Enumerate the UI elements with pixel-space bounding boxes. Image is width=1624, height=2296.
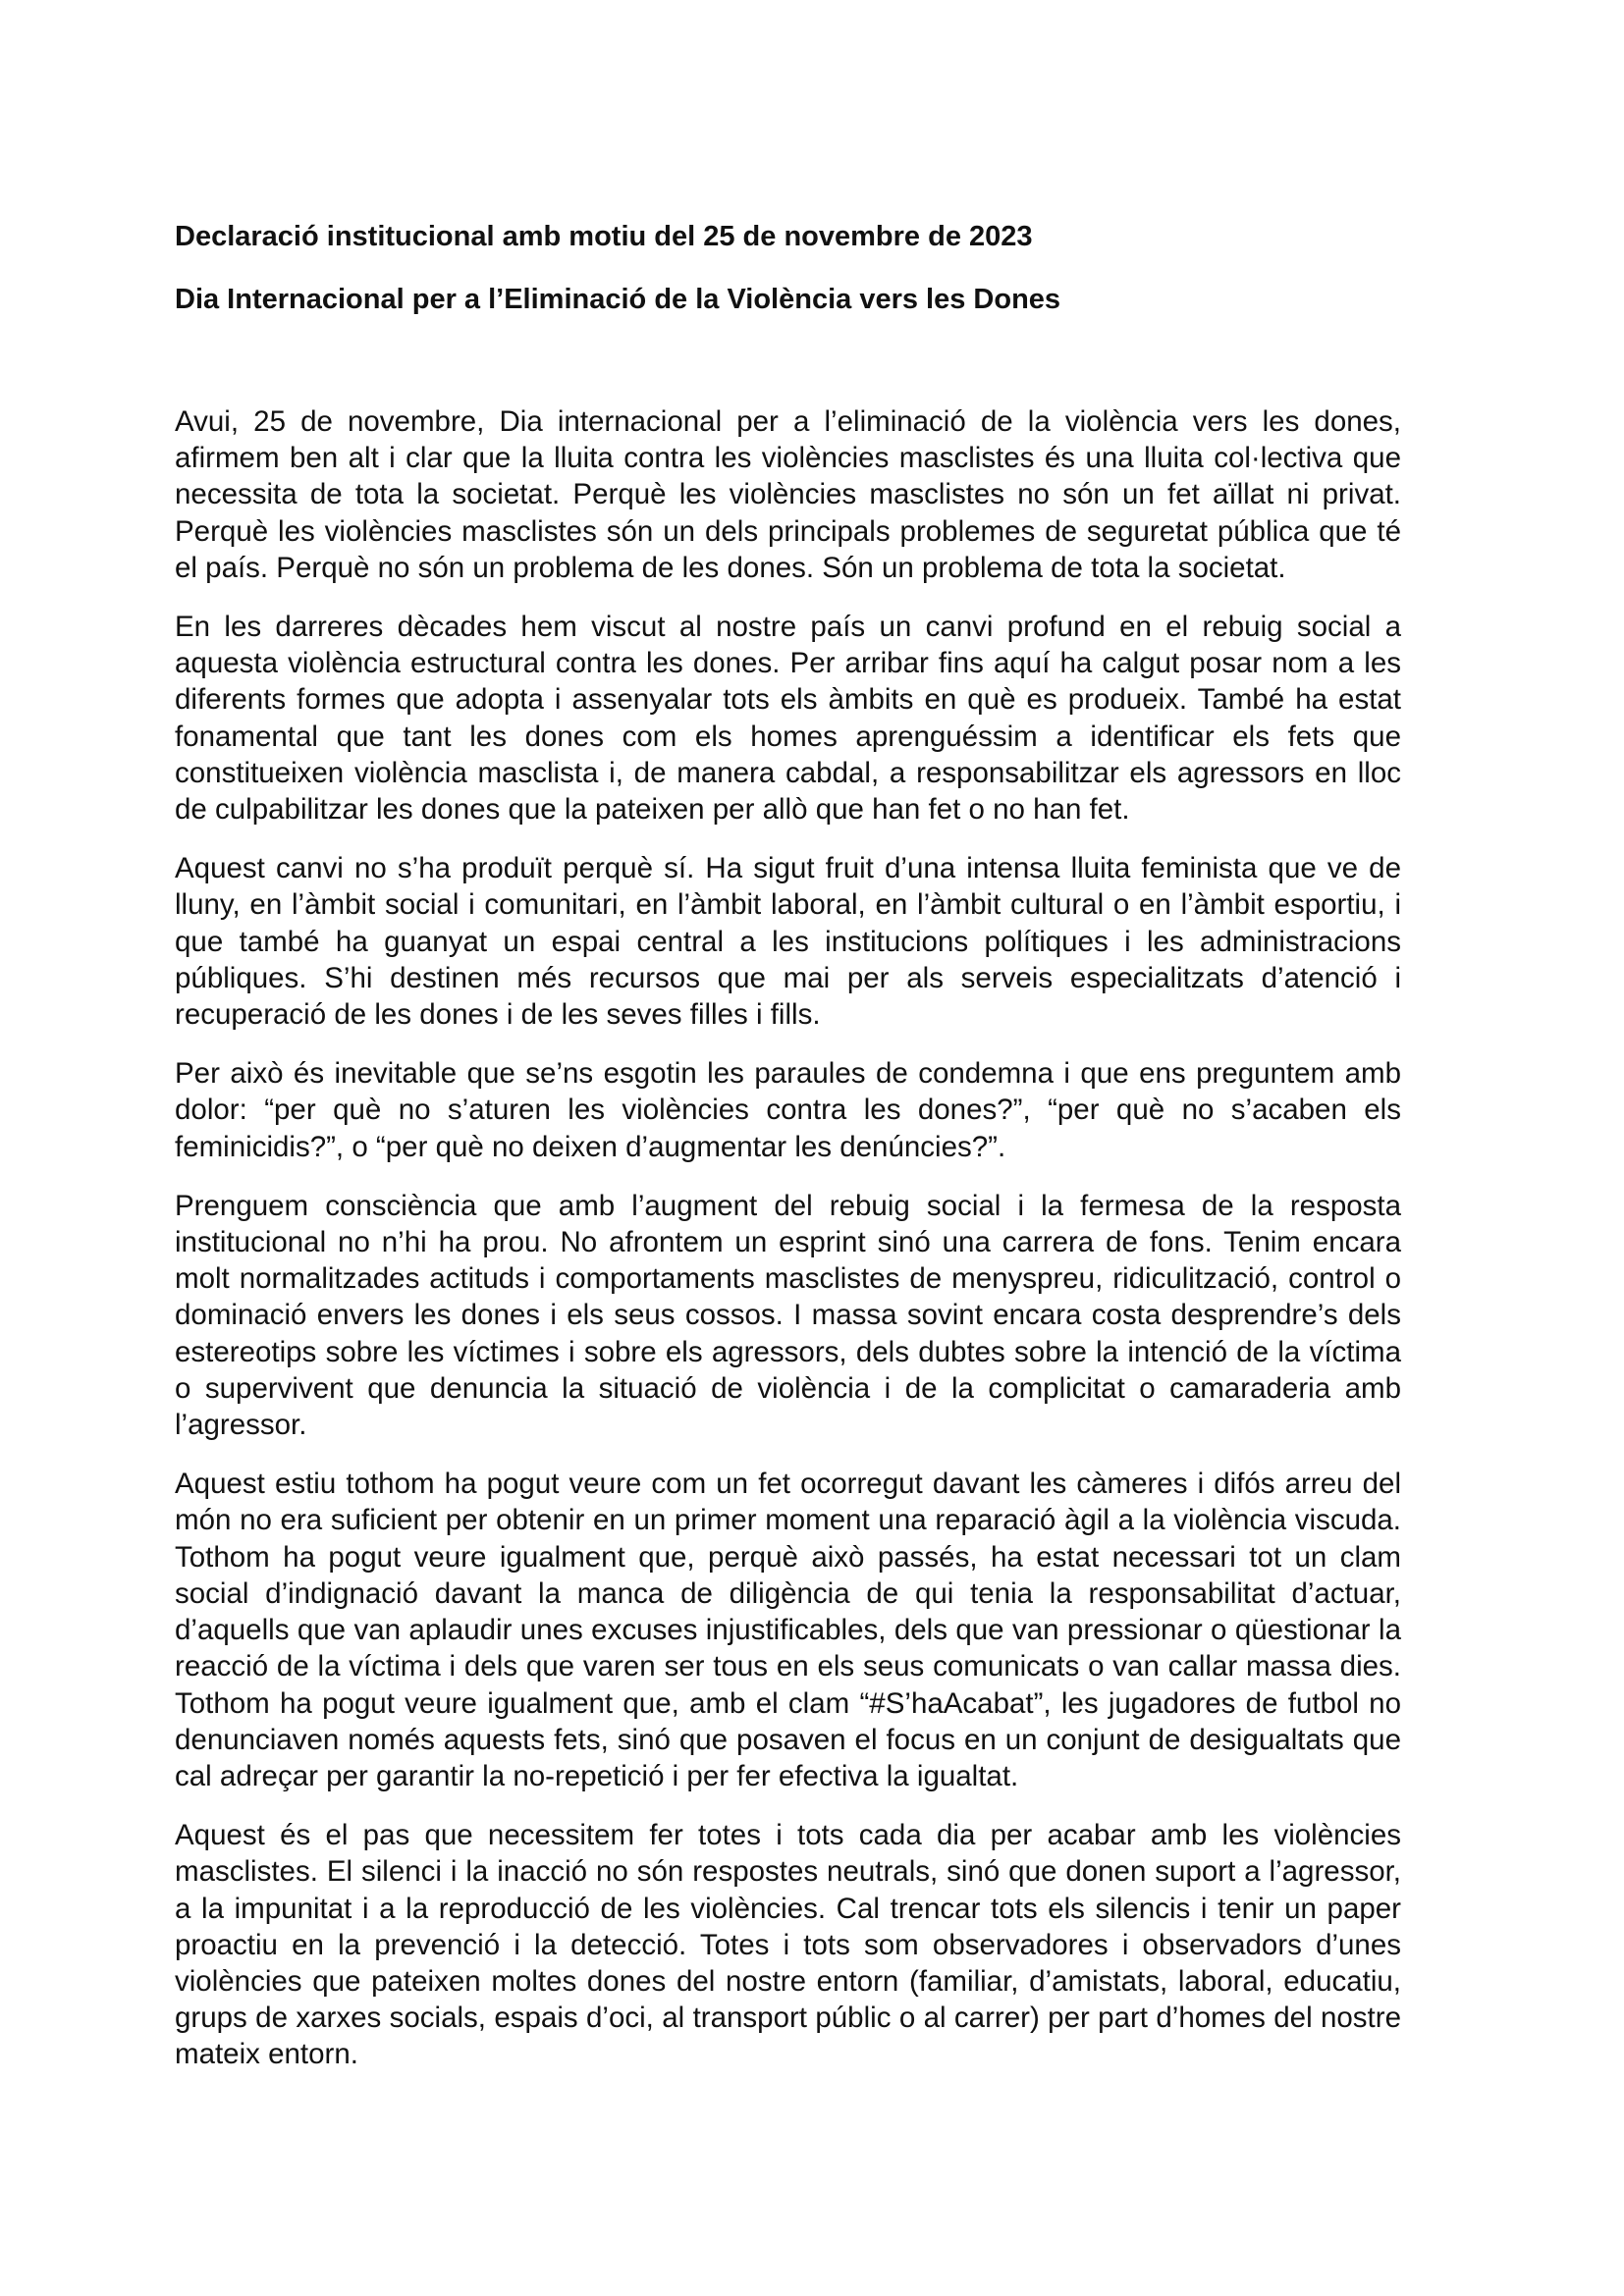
paragraph-7: Aquest és el pas que necessitem fer totes i tots cada dia per acabar amb les violències masclistes. El silenci i la inacció no són respostes neutrals, sinó que donen suport a l’agressor, a la impunitat i a la reproducció de les violències. Cal trencar tots els silencis i tenir un paper proactiu en la prevenció i la detecció. Totes i tots som observadores i observadors d’unes violències que pateixen moltes dones del nostre entorn (familiar, d’amistats, laboral, educatiu, grups de xarxes socials, espais d’oci, al transport públic o al carrer) per part d’homes del nostre mateix entorn. (175, 1819, 1401, 2071)
paragraph-4: Per això és inevitable que se’ns esgotin les paraules de condemna i que ens preguntem amb dolor: “per què no s’aturen les violències contra les dones?”, “per què no s’acaben els feminicidis?”, o “per què no deixen d’augmentar les denúncies?”. (175, 1057, 1401, 1163)
paragraph-5: Prenguem consciència que amb l’augment del rebuig social i la fermesa de la resposta institucional no n’hi ha prou. No afrontem un esprint sinó una carrera de fons. Tenim encara molt normalitzades actituds i comportaments masclistes de menyspreu, ridiculització, control o dominació envers les dones i els seus cossos. I massa sovint encara costa desprendre’s dels estereotips sobre les víctimes i sobre els agressors, dels dubtes sobre la intenció de la víctima o supervivent que denuncia la situació de violència i de la complicitat o camaraderia amb l’agressor. (175, 1189, 1401, 1442)
document-title: Declaració institucional amb motiu del 25 de novembre de 2023 (175, 221, 1033, 252)
paragraph-6: Aquest estiu tothom ha pogut veure com un fet ocorregut davant les càmeres i difós arreu del món no era suficient per obtenir en un primer moment una reparació àgil a la violència viscuda. Tothom ha pogut veure igualment que, perquè això passés, ha estat necessari tot un clam social d’indignació davant la manca de diligència de qui tenia la responsabilitat d’actuar, d’aquells que van aplaudir unes excuses injustificables, dels que van pressionar o qüestionar la reacció de la víctima i dels que varen ser tous en els seus comunicats o van callar massa dies. Tothom ha pogut veure igualment que, amb el clam “#S’haAcabat”, les jugadores de futbol no denunciaven només aquests fets, sinó que posaven el focus en un conjunt de desigualtats que cal adreçar per garantir la no-repetició i per fer efectiva la igualtat. (175, 1468, 1401, 1792)
document-subtitle: Dia Internacional per a l’Eliminació de la Violència vers les Dones (175, 284, 1061, 315)
document-header (175, 218, 1402, 318)
paragraph-1: Avui, 25 de novembre, Dia internacional per a l’eliminació de la violència vers les dones, afirmem ben alt i clar que la lluita contra les violències masclistes és una lluita col·lectiva que necessita de tota la societat. Perquè les violències masclistes no són un fet aïllat ni privat. Perquè les violències masclistes són un dels principals problemes de seguretat pública que té el país. Perquè no són un problema de les dones. Són un problema de tota la societat. (175, 405, 1401, 584)
document-body (175, 403, 1401, 2096)
paragraph-2: En les darreres dècades hem viscut al nostre país un canvi profund en el rebuig social a aquesta violència estructural contra les dones. Per arribar fins aquí ha calgut posar nom a les diferents formes que adopta i assenyalar tots els àmbits en què es produeix. També ha estat fonamental que tant les dones com els homes aprenguéssim a identificar els fets que constitueixen violència masclista i, de manera cabdal, a responsabilitzar els agressors en lloc de culpabilitzar les dones que la pateixen per allò que han fet o no han fet. (175, 611, 1401, 827)
paragraph-3: Aquest canvi no s’ha produït perquè sí. Ha sigut fruit d’una intensa lluita feminista que ve de lluny, en l’àmbit social i comunitari, en l’àmbit laboral, en l’àmbit cultural o en l’àmbit esportiu, i que també ha guanyat un espai central a les institucions polítiques i les administracions públiques. S’hi destinen més recursos que mai per als serveis especialitzats d’atenció i recuperació de les dones i de les seves filles i fills. (175, 852, 1401, 1032)
